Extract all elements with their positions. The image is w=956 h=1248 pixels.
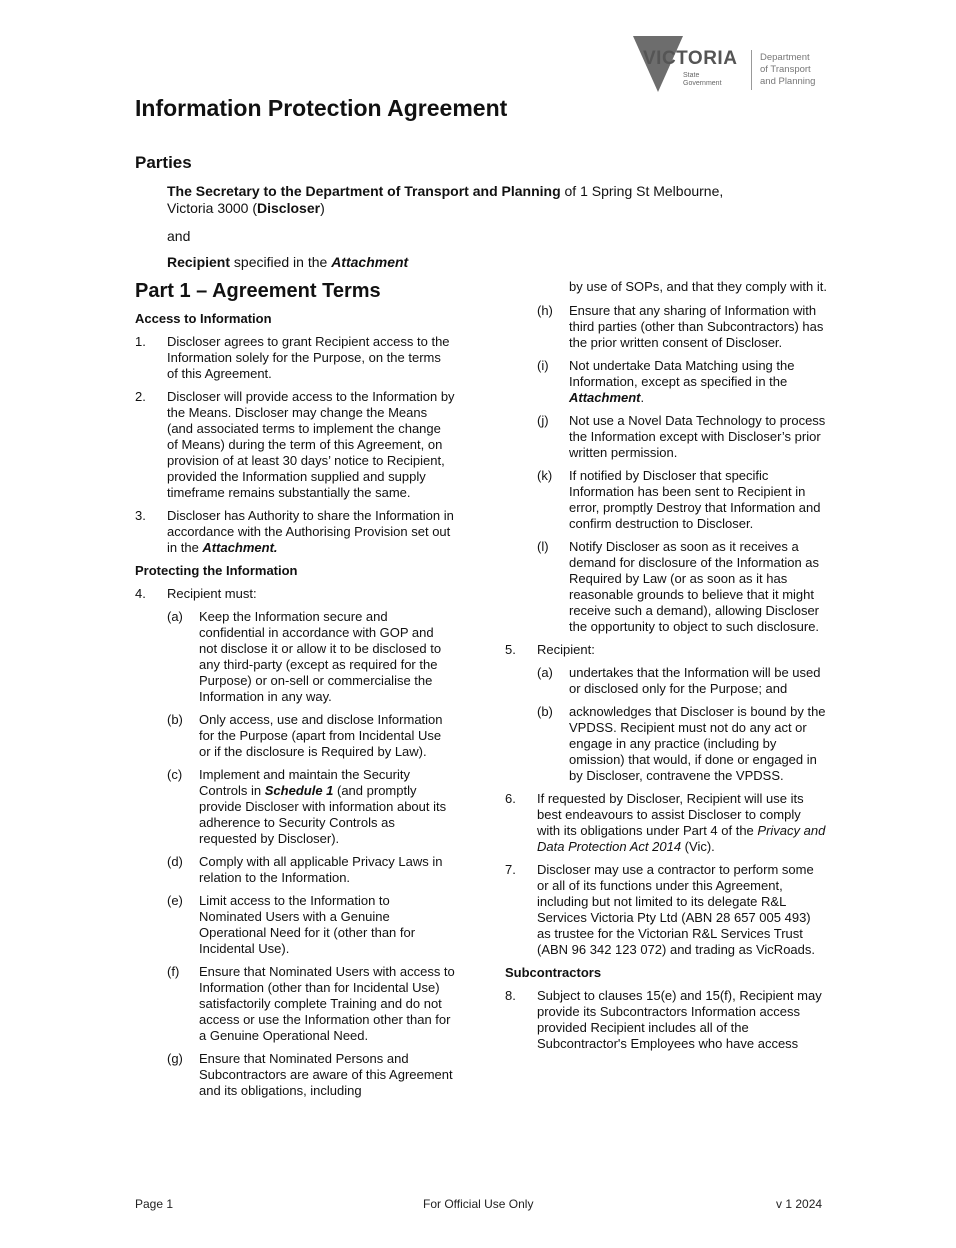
logo-divider (751, 50, 752, 90)
clause-4j: (j) Not use a Novel Data Technology to process the Information except with Discloser’s prior written permission. (537, 413, 826, 460)
clause-4b: (b) Only access, use and disclose Information for the Purpose (apart from Incidental Use or if the disclosure is Required by Law). (167, 712, 443, 759)
clause-4g: (g) Ensure that Nominated Persons and Subcontractors are aware of this Agreement and its obligations, including (167, 1051, 453, 1098)
subcontractors-heading: Subcontractors (505, 965, 602, 980)
left-column (135, 311, 455, 1106)
right-column (505, 279, 827, 1059)
clause-4h: (h) Ensure that any sharing of Information with third parties (other than Subcontractors) has the prior written consent of Discloser. (537, 303, 824, 350)
part-1-heading: Part 1 – Agreement Terms (135, 280, 381, 302)
clause-4c: (c) Implement and maintain the Security Controls in Schedule 1 (and promptly provide Discloser with information about its adherence to Security Controls as requested by Discloser). (167, 767, 447, 846)
protecting-heading: Protecting the Information (135, 563, 298, 578)
clause-4l: (l) Notify Discloser as soon as it receives a demand for disclosure of the Information as Required by Law (or as soon as it has reasonable grounds to believe that it might receive such a demand), allowing Discloser the opportunity to object to such disclosure. (537, 539, 820, 634)
clause-4i: (i) Not undertake Data Matching using the Information, except as specified in the Attachment. (537, 358, 795, 405)
clause-5: 5. Recipient: (505, 642, 595, 657)
parties-and: and (167, 228, 191, 244)
footer-page-number: Page 1 (135, 1197, 174, 1211)
clause-2: 2. Discloser will provide access to the Information by the Means. Discloser may change the Means (and associated terms to implement the change of Means) during the term of this Agreement, on provision of at least 30 days’ notice to Recipient, provided the Information supplied and supply timeframe remains substantially the same. (135, 389, 455, 500)
discloser-party: The Secretary to the Department of Transport and Planning of 1 Spring St Melbourne, Victoria 3000 (Discloser) (167, 183, 724, 216)
clause-4g-continued: by use of SOPs, and that they comply with it. (569, 279, 827, 294)
clause-8: 8. Subject to clauses 15(e) and 15(f), Recipient may provide its Subcontractors Information access provided Recipient includes all of the Subcontractor's Employees who have access (505, 988, 822, 1051)
clause-4: 4. Recipient must: (135, 586, 257, 601)
clause-3: 3. Discloser has Authority to share the Information in accordance with the Authorising Provision set out in the Attachment. (135, 508, 454, 555)
department-name: Department of Transport and Planning (760, 52, 816, 87)
logo-wordmark: VICTORIA (643, 48, 738, 69)
clause-6: 6. If requested by Discloser, Recipient will use its best endeavours to assist Discloser to comply with its obligations under Part 4 of the Privacy and Data Protection Act 2014 (Vic). (505, 791, 826, 854)
footer-version: v 1 2024 (776, 1197, 823, 1211)
clause-5b: (b) acknowledges that Discloser is bound by the VPDSS. Recipient must not do any act or engage in any practice (including by omission) that would, if done or engaged in by Discloser, contravene the VPDSS. (537, 704, 826, 783)
recipient-party: Recipient specified in the Attachment (167, 254, 409, 270)
clause-4d: (d) Comply with all applicable Privacy Laws in relation to the Information. (167, 854, 443, 885)
document-title: Information Protection Agreement (135, 95, 508, 121)
clause-5a: (a) undertakes that the Information will be used or disclosed only for the Purpose; and (537, 665, 821, 696)
clause-4k: (k) If notified by Discloser that specific Information has been sent to Recipient in error, promptly Destroy that Information and confirm destruction to Discloser. (537, 468, 821, 531)
clause-4e: (e) Limit access to the Information to Nominated Users with a Genuine Operational Need for it (other than for Incidental Use). (167, 893, 416, 956)
clause-4a: (a) Keep the Information secure and confidential in accordance with GOP and not disclose it or allow it to be disclosed to any third-party (except as required for the Purpose) or on-sell or commercialise the Information in any way. (167, 609, 442, 704)
parties-heading: Parties (135, 153, 192, 172)
clause-4f: (f) Ensure that Nominated Users with access to Information (other than for Incidental Use) satisfactorily complete Training and do not access or use the Information other than for a Genuine Operational Need. (167, 964, 455, 1043)
victoria-government-logo (633, 36, 833, 96)
footer-classification: For Official Use Only (423, 1197, 534, 1211)
access-heading: Access to Information (135, 311, 272, 326)
clause-7: 7. Discloser may use a contractor to perform some or all of its functions under this Agreement, including but not limited to its delegate R&L Services Victoria Pty Ltd (ABN 28 657 005 493) as trustee for the Victorian R&L Services Trust (ABN 96 342 123 072) and trading as VicRoads. (505, 862, 815, 957)
logo-subtext: State Government (683, 72, 722, 87)
clause-1: 1. Discloser agrees to grant Recipient access to the Information solely for the Purpose, on the terms of this Agreement. (135, 334, 450, 381)
